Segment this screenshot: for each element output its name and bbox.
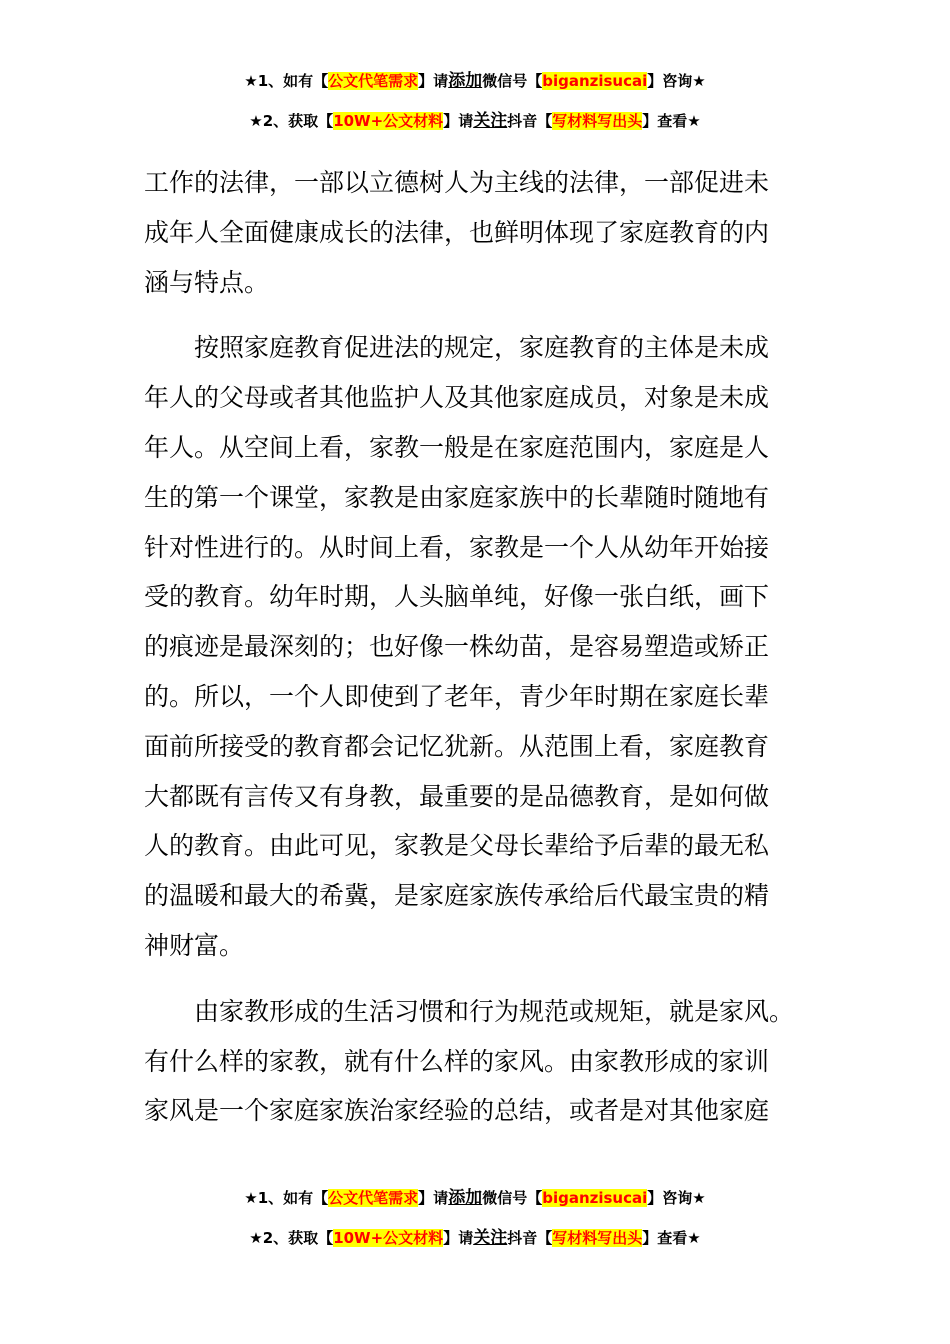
text-line: 面前所接受的教育都会记忆犹新。从范围上看，家庭教育 <box>144 731 770 761</box>
text-line: 生的第一个课堂，家教是由家庭家族中的长辈随时随地有 <box>144 482 770 512</box>
promo-highlight: 公文代笔需求 <box>328 1189 419 1207</box>
promo-text: 】请 <box>443 1229 474 1247</box>
promo-text: ★2、获取【 <box>249 1229 334 1247</box>
promo-text: ★1、如有【 <box>244 1189 329 1207</box>
text-line: 工作的法律，一部以立德树人为主线的法律，一部促进未 <box>144 168 770 197</box>
text-line: 的痕迹是最深刻的；也好像一株幼苗，是容易塑造或矫正 <box>144 632 770 662</box>
promo-text: 抖音【 <box>507 1229 553 1247</box>
promo-text: ★2、获取【 <box>249 112 334 130</box>
promo-text: 】请 <box>418 72 449 90</box>
text-line: 的。所以，一个人即使到了老年，青少年时期在家庭长辈 <box>144 681 770 711</box>
header-promo-line-2 <box>0 110 950 132</box>
promo-underlined: 关注 <box>473 1228 508 1248</box>
text-line: 的温暖和最大的希冀，是家庭家族传承给后代最宝贵的精 <box>144 881 770 911</box>
promo-text: 】请 <box>443 112 474 130</box>
document-body <box>144 158 826 1136</box>
promo-text: 】咨询★ <box>647 72 706 90</box>
promo-text: 】请 <box>418 1189 449 1207</box>
promo-highlight: 10W+公文材料 <box>333 1229 444 1247</box>
promo-highlight: 公文代笔需求 <box>328 72 419 90</box>
promo-highlight: 10W+公文材料 <box>333 112 444 130</box>
promo-text: 微信号【 <box>482 1189 543 1207</box>
promo-wechat-id: biganzisucai <box>542 1189 648 1207</box>
text-line: 由家教形成的生活习惯和行为规范或规矩，就是家风。 <box>194 996 795 1026</box>
promo-text: 微信号【 <box>482 72 543 90</box>
text-line: 年人。从空间上看，家教一般是在家庭范围内，家庭是人 <box>144 432 770 462</box>
promo-underlined: 关注 <box>473 111 508 131</box>
text-line: 成年人全面健康成长的法律，也鲜明体现了家庭教育的内 <box>144 217 770 247</box>
promo-text: 】查看★ <box>642 1229 701 1247</box>
promo-underlined: 添加 <box>448 1188 483 1208</box>
promo-text: 抖音【 <box>507 112 553 130</box>
promo-text: 】查看★ <box>642 112 701 130</box>
promo-text: 】咨询★ <box>647 1189 706 1207</box>
text-line: 人的教育。由此可见，家教是父母长辈给予后辈的最无私 <box>144 831 770 861</box>
paragraph-2 <box>144 323 826 970</box>
promo-douyin-id: 写材料写出头 <box>552 1229 643 1247</box>
promo-douyin-id: 写材料写出头 <box>552 112 643 130</box>
promo-underlined: 添加 <box>448 71 483 91</box>
text-line: 针对性进行的。从时间上看，家教是一个人从幼年开始接 <box>144 532 770 562</box>
text-line: 有什么样的家教，就有什么样的家风。由家教形成的家训 <box>144 1046 770 1076</box>
footer-promo-line-2 <box>0 1227 950 1249</box>
text-line: 年人的父母或者其他监护人及其他家庭成员，对象是未成 <box>144 383 770 413</box>
promo-wechat-id: biganzisucai <box>542 72 648 90</box>
text-line: 受的教育。幼年时期，人头脑单纯，好像一张白纸，画下 <box>144 582 770 612</box>
paragraph-1 <box>144 158 826 307</box>
text-line: 家风是一个家庭家族治家经验的总结，或者是对其他家庭 <box>144 1096 770 1126</box>
paragraph-3 <box>144 987 826 1136</box>
footer-promo-line-1 <box>0 1187 950 1209</box>
header-promo-line-1 <box>0 70 950 92</box>
text-line: 大都既有言传又有身教，最重要的是品德教育，是如何做 <box>144 781 770 811</box>
text-line: 按照家庭教育促进法的规定，家庭教育的主体是未成 <box>194 333 770 363</box>
text-line: 神财富。 <box>144 930 245 960</box>
text-line: 涵与特点。 <box>144 267 270 297</box>
promo-text: ★1、如有【 <box>244 72 329 90</box>
